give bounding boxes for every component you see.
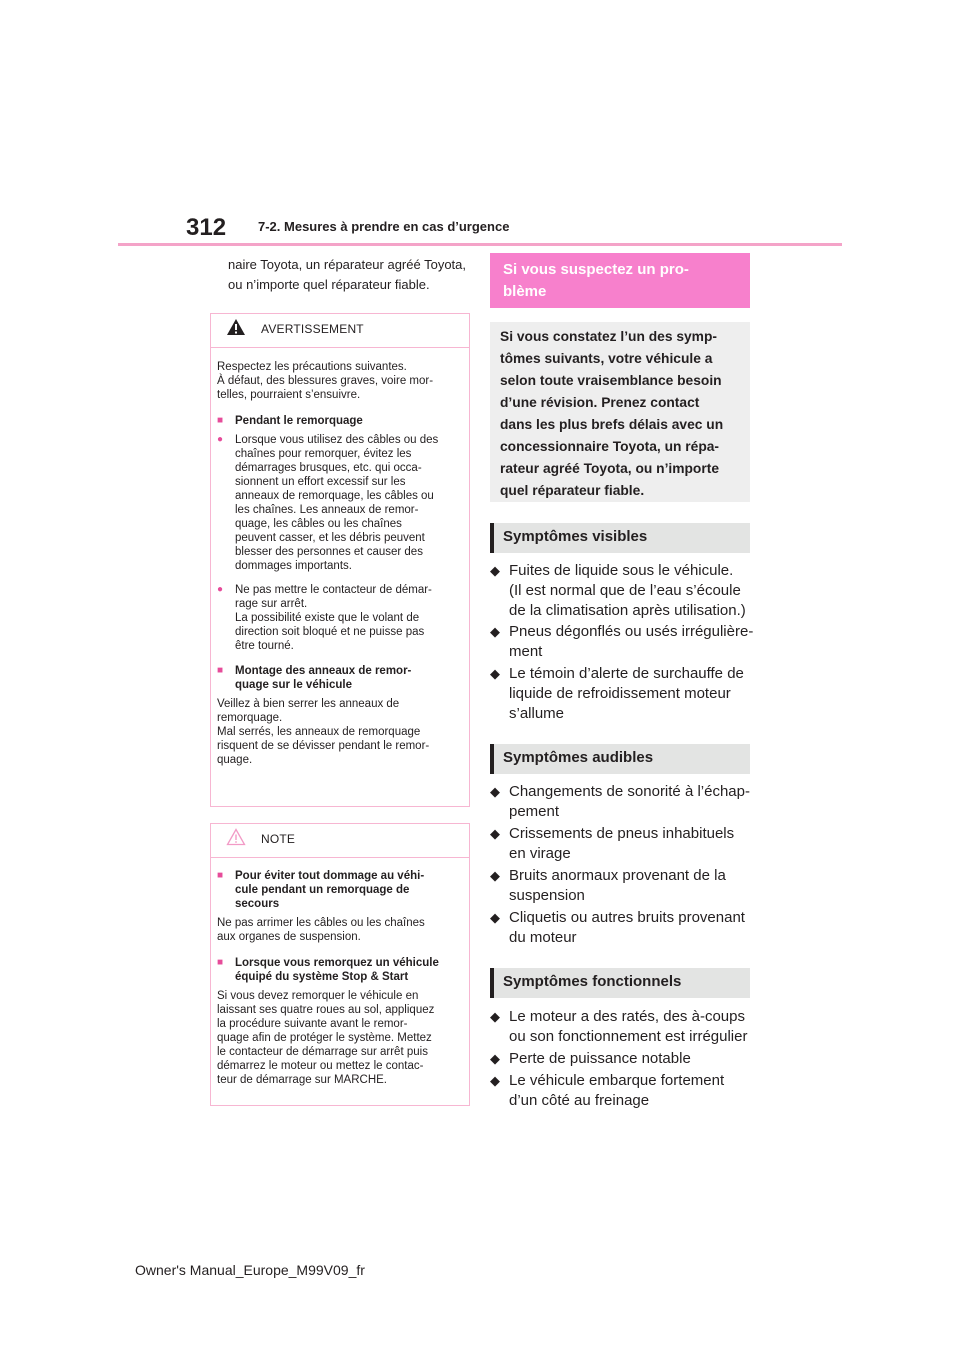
suspect-paragraph: Si vous constatez l’un des symp- tômes suivants, votre véhicule a selon toute vraisemblance besoin d’une révision. Prenez contact dans les plus brefs délais avec un concessionnaire Toyota, un répa- rateur agréé Toyota, ou n’importe quel réparateur fiable. <box>490 322 750 502</box>
diamond-bullet-icon: ◆ <box>490 1073 500 1088</box>
diamond-bullet-icon: ◆ <box>490 826 500 841</box>
suspect-heading: Si vous suspectez un pro- blème <box>490 253 750 308</box>
square-bullet-icon: ■ <box>217 415 224 426</box>
footer-text: Owner's Manual_Europe_M99V09_fr <box>135 1262 365 1278</box>
intro-line: naire Toyota, un réparateur agréé Toyota, <box>228 257 467 272</box>
note-section-text: Ne pas arrimer les câbles ou les chaînes aux organes de suspension. <box>217 917 425 943</box>
visible-symptoms-heading: Symptômes visibles <box>490 523 750 553</box>
dot-bullet-icon: ● <box>217 434 224 445</box>
page-number: 312 <box>186 214 227 241</box>
diamond-bullet-icon: ◆ <box>490 1009 500 1024</box>
caution-triangle-icon <box>226 828 246 846</box>
warning-triangle-icon <box>226 318 246 336</box>
header-divider <box>118 243 842 246</box>
square-bullet-icon: ■ <box>217 870 224 881</box>
note-section-title: ■ Lorsque vous remorquez un véhicule équipé du système Stop & Start <box>217 957 439 983</box>
warning-section-title: ■ Pendant le remorquage <box>217 415 363 427</box>
warning-body <box>211 348 469 767</box>
note-title: NOTE <box>261 832 296 846</box>
dot-bullet-icon: ● <box>217 584 224 595</box>
diamond-bullet-icon: ◆ <box>490 624 500 639</box>
note-header <box>211 824 469 858</box>
warning-section-title: ■ Montage des anneaux de remor- quage sur le véhicule <box>217 665 412 691</box>
warning-box <box>210 313 470 807</box>
warning-bullet: ● Ne pas mettre le contacteur de démar- rage sur arrêt. La possibilité existe que le volant de direction soit bloqué et ne puisse pas être tourné. <box>217 584 432 652</box>
diamond-bullet-icon: ◆ <box>490 868 500 883</box>
warning-section-text: Veillez à bien serrer les anneaux de remorquage. Mal serrés, les anneaux de remorquage risquent de se dévisser pendant le remor- quage. <box>217 698 430 766</box>
warning-intro-line: telles, pourraient s’ensuivre. <box>217 389 361 401</box>
diamond-bullet-icon: ◆ <box>490 563 500 578</box>
diamond-bullet-icon: ◆ <box>490 1051 500 1066</box>
diamond-bullet-icon: ◆ <box>490 666 500 681</box>
note-section-title: ■ Pour éviter tout dommage au véhi- cule pendant un remorquage de secours <box>217 870 425 910</box>
diamond-bullet-icon: ◆ <box>490 910 500 925</box>
note-section-text: Si vous devez remorquer le véhicule en laissant ses quatre roues au sol, appliquez la procédure suivante avant le remor- quage afin de protéger le système. Mettez le contacteur de démarrage sur arrêt puis démarrez le moteur ou mettez le contac- teur de démarrage sur MARCHE. <box>217 990 435 1086</box>
warning-title: AVERTISSEMENT <box>261 322 364 336</box>
note-box <box>210 823 470 1106</box>
warning-header <box>211 314 469 348</box>
warning-intro-line: Respectez les précautions suivantes. <box>217 361 407 373</box>
warning-intro-line: À défaut, des blessures graves, voire mor- <box>217 375 434 387</box>
section-title: 7-2. Mesures à prendre en cas d’urgence <box>258 219 510 234</box>
square-bullet-icon: ■ <box>217 665 224 676</box>
warning-bullet: ● Lorsque vous utilisez des câbles ou des chaînes pour remorquer, évitez les démarrages brusques, etc. qui occa- sionnent un effort excessif sur les anneaux de remorquage, les câbles ou les chaînes. Les anneaux de remor- quage, les câbles ou les chaînes peuvent casser, et les débris peuvent blesser des personnes et causer des dommages importants. <box>217 434 439 572</box>
audible-symptoms-heading: Symptômes audibles <box>490 744 750 774</box>
square-bullet-icon: ■ <box>217 957 224 968</box>
functional-symptoms-heading: Symptômes fonctionnels <box>490 968 750 998</box>
note-body <box>211 858 469 1087</box>
intro-line: ou n’importe quel réparateur fiable. <box>228 277 430 292</box>
diamond-bullet-icon: ◆ <box>490 784 500 799</box>
